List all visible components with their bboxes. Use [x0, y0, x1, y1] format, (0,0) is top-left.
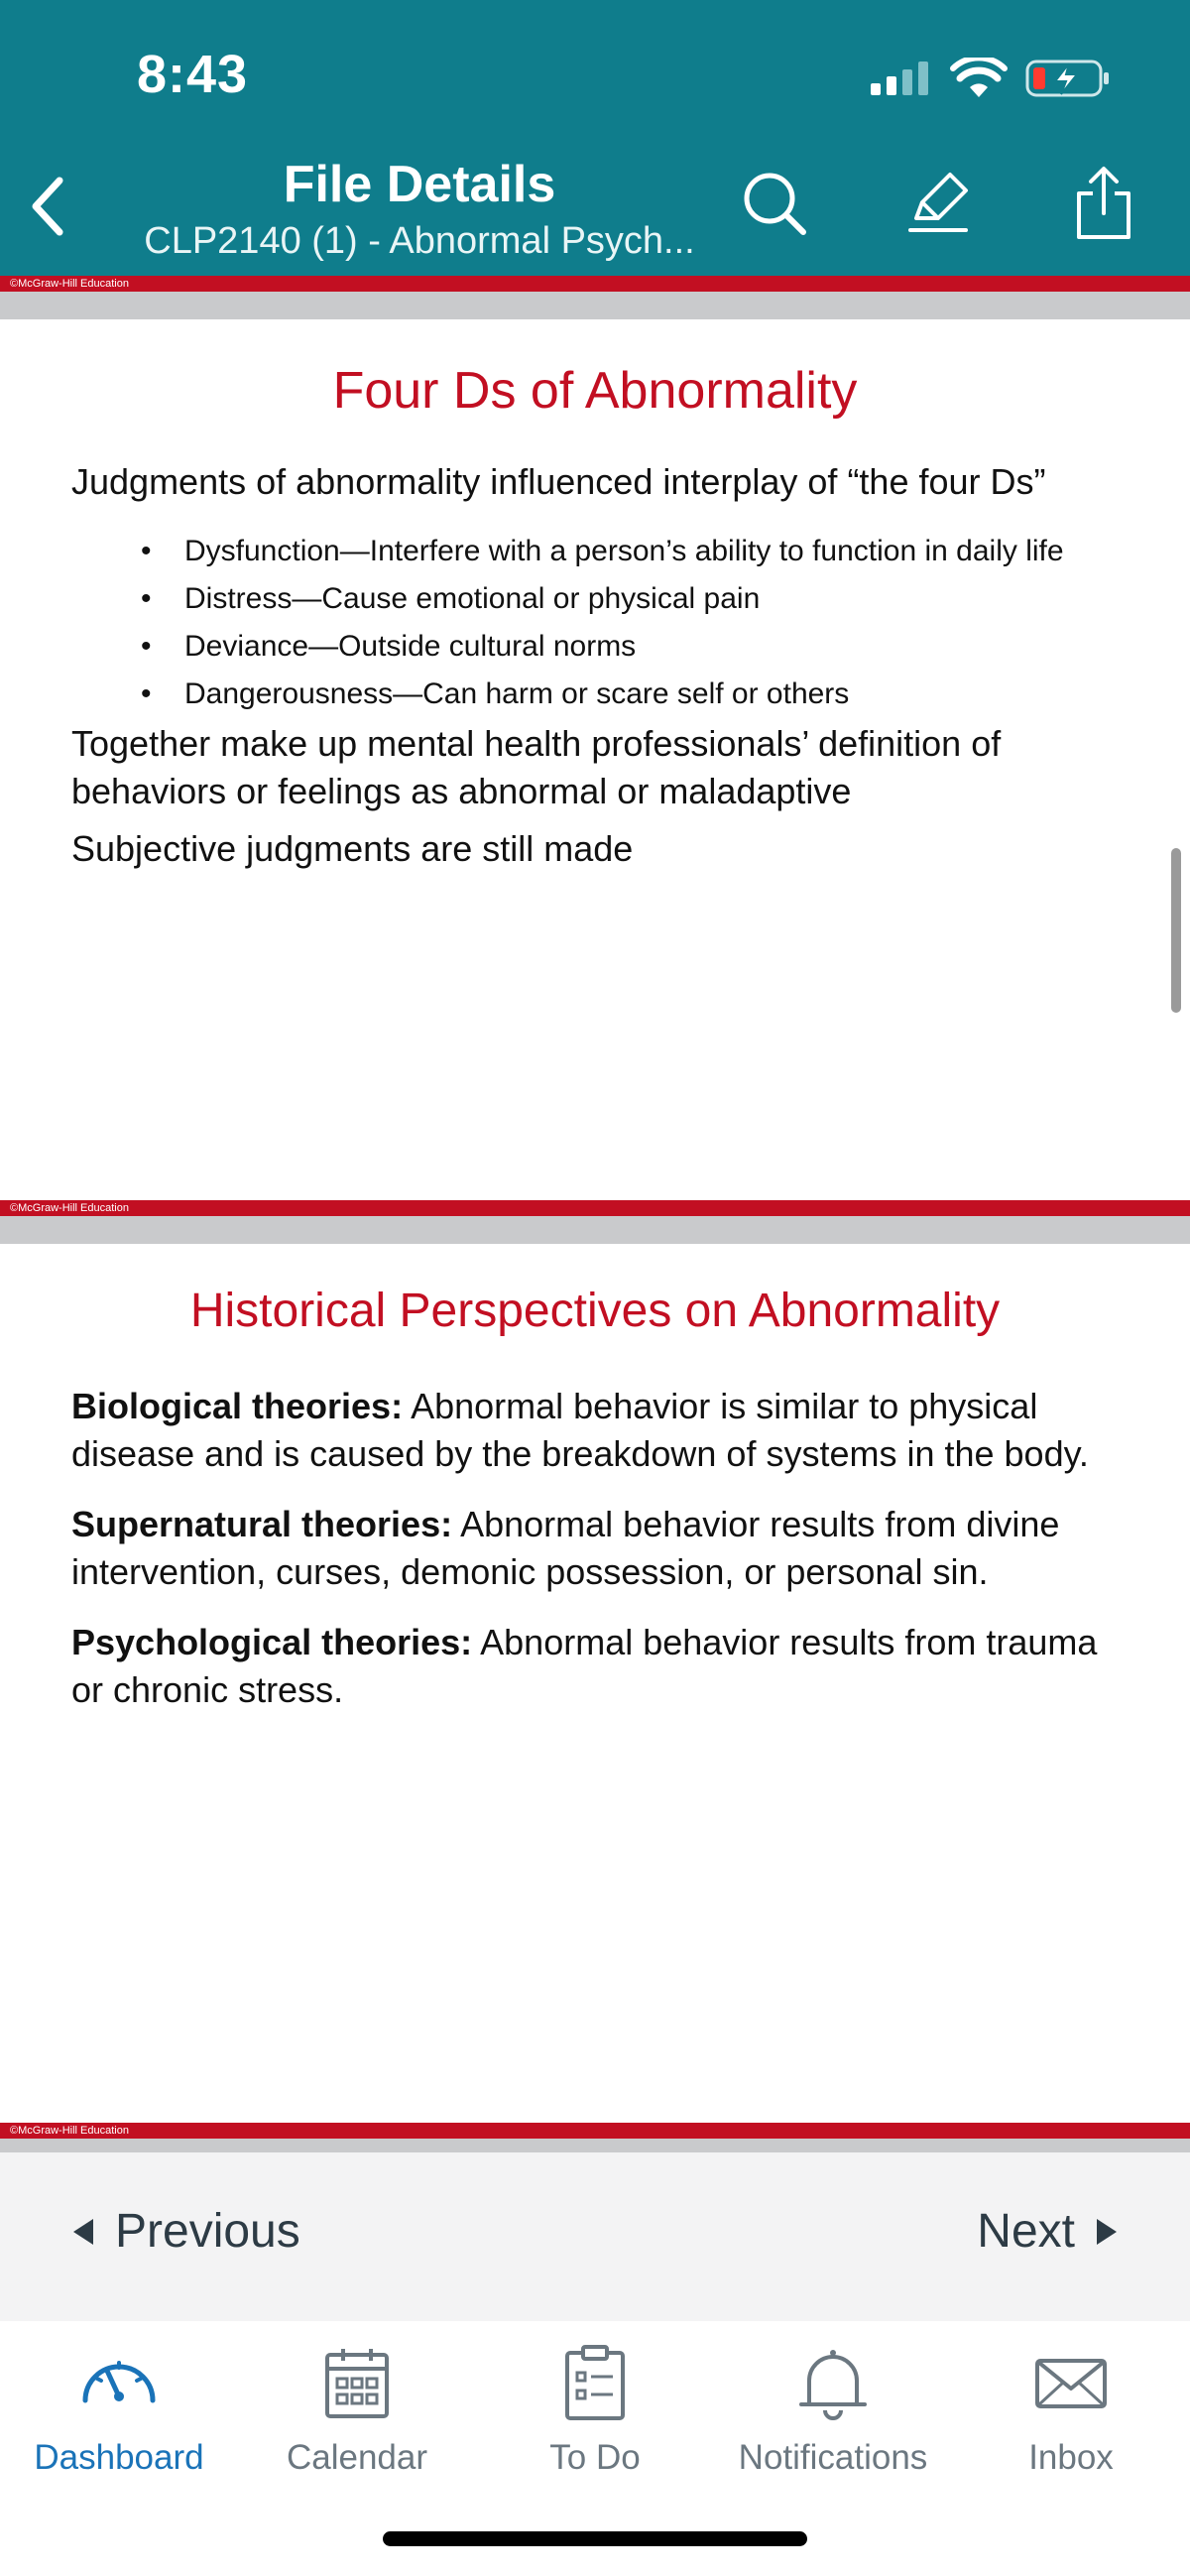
tab-todo[interactable]: [476, 2337, 714, 2515]
list-item: • Distress—Cause emotional or physical pain: [71, 575, 1064, 623]
previous-button[interactable]: [73, 2204, 300, 2259]
tab-notifications[interactable]: [714, 2337, 952, 2515]
page-title: File Details: [283, 156, 556, 213]
file-name: CLP2140 (1) - Abnormal Psych...: [144, 220, 695, 262]
list-item: • Dysfunction—Interfere with a person’s ability to function in daily life: [71, 528, 1064, 575]
list-item: • Dangerousness—Can harm or scare self or others: [71, 671, 1064, 718]
psychological-theories-line2: or chronic stress.: [71, 1669, 344, 1710]
theory-label: Psychological theories:: [71, 1622, 473, 1662]
wifi-icon: [950, 58, 1008, 99]
next-label: Next: [977, 2205, 1075, 2258]
tab-label: Dashboard: [34, 2438, 204, 2477]
bell-icon: [791, 2341, 875, 2424]
theory-text: Abnormal behavior is similar to physical: [403, 1386, 1038, 1426]
together-text-line1: Together make up mental health professionals’ definition of: [71, 723, 1002, 764]
theory-text: Abnormal behavior results from trauma: [472, 1622, 1098, 1662]
clipboard-list-icon: [553, 2341, 637, 2424]
dashboard-gauge-icon: [77, 2341, 161, 2424]
slide-title: Historical Perspectives on Abnormality: [189, 1285, 1001, 1337]
highlighter-icon: [904, 169, 974, 238]
previous-label: Previous: [115, 2205, 300, 2258]
supernatural-theories-line2: intervention, curses, demonic possession, or personal sin.: [71, 1551, 989, 1592]
caret-left-icon: [73, 2219, 93, 2245]
calendar-icon: [315, 2341, 399, 2424]
slide-divider: [0, 1216, 1190, 1244]
search-button[interactable]: [732, 161, 817, 246]
annotate-button[interactable]: [896, 161, 982, 246]
slide-footer-bar: [0, 1200, 1190, 1216]
tab-calendar[interactable]: [238, 2337, 476, 2515]
theory-label: Supernatural theories:: [71, 1504, 453, 1544]
share-button[interactable]: [1061, 161, 1146, 246]
slide-footer-bar: [0, 276, 1190, 292]
theory-text: Abnormal behavior results from divine: [452, 1504, 1060, 1544]
app-header: [0, 0, 1190, 276]
battery-charging-icon: [1025, 58, 1111, 99]
psychological-theories-line1: [71, 1619, 1097, 1666]
tab-label: Calendar: [286, 2438, 428, 2477]
tab-label: To Do: [549, 2438, 641, 2477]
supernatural-theories-line1: [71, 1501, 1059, 1548]
list-item: • Deviance—Outside cultural norms: [71, 623, 1064, 671]
slide-divider: [0, 292, 1190, 319]
tab-inbox[interactable]: [952, 2337, 1190, 2515]
biological-theories-line1: [71, 1383, 1037, 1430]
together-text-line2: behaviors or feelings as abnormal or maladaptive: [71, 771, 852, 811]
search-icon: [740, 169, 809, 238]
tab-dashboard[interactable]: [0, 2337, 238, 2515]
scrollbar-thumb[interactable]: [1171, 848, 1181, 1013]
slide-title: Four Ds of Abnormality: [332, 362, 858, 420]
copyright-credit: ©McGraw-Hill Education: [10, 278, 129, 290]
copyright-credit: ©McGraw-Hill Education: [10, 1202, 129, 1214]
copyright-credit: ©McGraw-Hill Education: [10, 2125, 129, 2137]
slide-divider: [0, 2139, 1190, 2152]
tab-label: Notifications: [738, 2438, 928, 2477]
next-button[interactable]: [977, 2204, 1117, 2259]
biological-theories-line2: disease and is caused by the breakdown of systems in the body.: [71, 1433, 1089, 1474]
cellular-signal-icon: [871, 61, 932, 95]
slide-footer-bar: [0, 2123, 1190, 2139]
theory-label: Biological theories:: [71, 1386, 404, 1426]
four-ds-list: [71, 528, 1064, 718]
home-indicator[interactable]: [383, 2531, 807, 2546]
envelope-icon: [1029, 2341, 1113, 2424]
tab-label: Inbox: [1028, 2438, 1114, 2477]
status-time: 8:43: [137, 45, 249, 104]
pager: [0, 2152, 1190, 2321]
slide-intro-text: Judgments of abnormality influenced interplay of “the four Ds”: [71, 461, 1046, 502]
share-icon: [1071, 166, 1136, 241]
subjective-text: Subjective judgments are still made: [71, 828, 634, 869]
caret-right-icon: [1097, 2219, 1117, 2245]
